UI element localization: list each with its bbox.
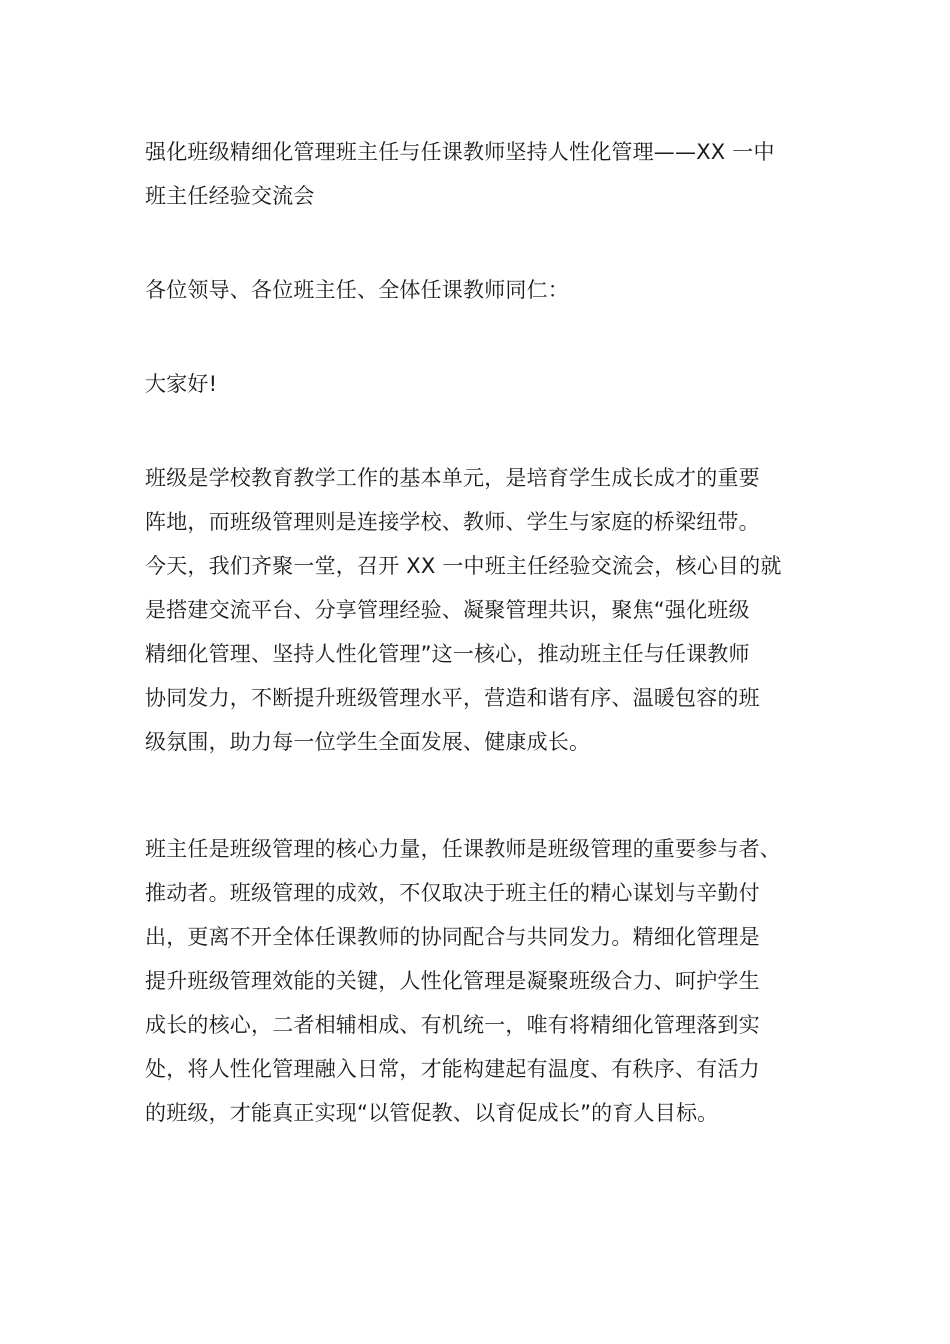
document-page <box>145 130 810 1135</box>
paragraph-line: 提升班级管理效能的关键，人性化管理是凝聚班级合力、呵护学生 <box>145 969 760 993</box>
paragraph-line: 处，将人性化管理融入日常，才能构建起有温度、有秩序、有活力 <box>145 1057 760 1081</box>
paragraph-line: 的班级，才能真正实现“以管促教、以育促成长”的育人目标。 <box>145 1101 719 1125</box>
salutation-line: 各位领导、各位班主任、全体任课教师同仁： <box>145 278 569 302</box>
paragraph-line: 班级是学校教育教学工作的基本单元，是培育学生成长成才的重要 <box>145 466 760 490</box>
salutation <box>145 268 810 312</box>
paragraph-line: 推动者。班级管理的成效，不仅取决于班主任的精心谋划与辛勤付 <box>145 881 760 905</box>
paragraph <box>145 827 810 1135</box>
paragraph-line: 精细化管理、坚持人性化管理”这一核心，推动班主任与任课教师 <box>145 642 750 666</box>
paragraph-line: 今天，我们齐聚一堂，召开 XX 一中班主任经验交流会，核心目的就 <box>145 554 782 578</box>
document-title <box>145 130 810 218</box>
title-line: 强化班级精细化管理班主任与任课教师坚持人性化管理——XX 一中 <box>145 140 775 164</box>
paragraph-line: 协同发力，不断提升班级管理水平，营造和谐有序、温暖包容的班 <box>145 686 760 710</box>
paragraph-line: 级氛围，助力每一位学生全面发展、健康成长。 <box>145 730 591 754</box>
paragraph-line: 阵地，而班级管理则是连接学校、教师、学生与家庭的桥梁纽带。 <box>145 510 760 534</box>
paragraph-line: 出，更离不开全体任课教师的协同配合与共同发力。精细化管理是 <box>145 925 760 949</box>
paragraph-line: 成长的核心，二者相辅相成、有机统一，唯有将精细化管理落到实 <box>145 1013 760 1037</box>
paragraph-line: 班主任是班级管理的核心力量，任课教师是班级管理的重要参与者、 <box>145 837 781 861</box>
title-line: 班主任经验交流会 <box>145 184 315 208</box>
greeting-line: 大家好! <box>145 372 218 396</box>
greeting <box>145 362 810 406</box>
paragraph <box>145 456 810 764</box>
paragraph-line: 是搭建交流平台、分享管理经验、凝聚管理共识，聚焦“强化班级 <box>145 598 750 622</box>
